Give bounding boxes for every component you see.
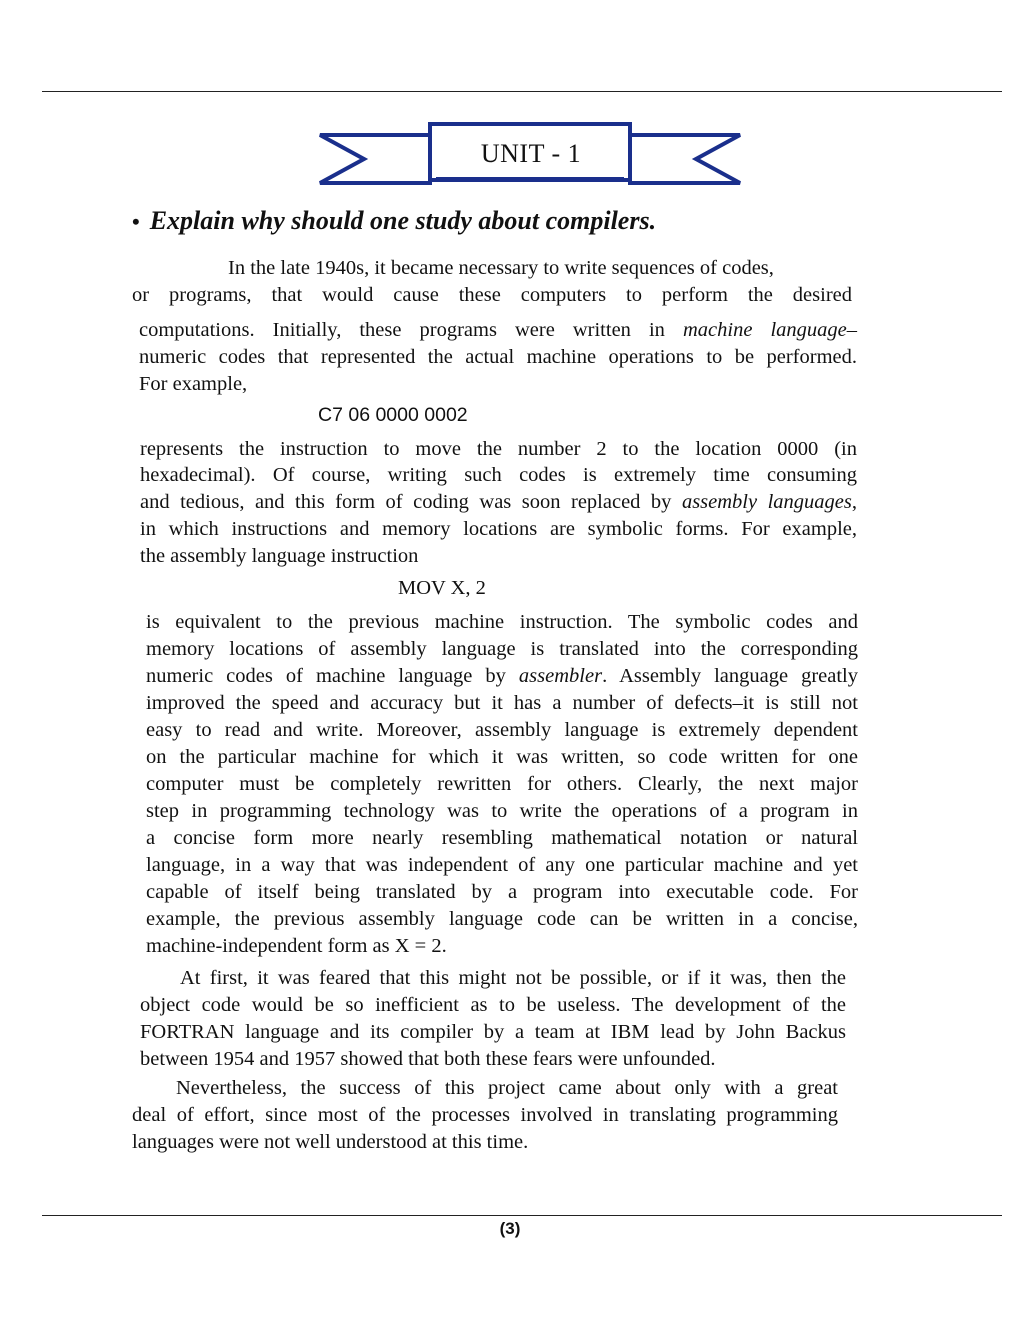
- bottom-rule: [42, 1215, 1002, 1216]
- text-line: object code would be so inefficient as to be useless. The development of the: [140, 994, 846, 1016]
- heading-text: Explain why should one study about compilers.: [149, 206, 657, 235]
- text-line: For example,: [139, 373, 248, 395]
- text-line: on the particular machine for which it was written, so code written for one: [146, 746, 858, 768]
- top-rule: [42, 91, 1002, 92]
- text-line: machine-independent form as X = 2.: [146, 935, 447, 957]
- text-line: computations. Initially, these programs were written in machine language–: [139, 319, 858, 341]
- text-line: example, the previous assembly language code can be written in a concise,: [146, 908, 858, 930]
- bullet-icon: •: [132, 209, 140, 234]
- text-line: computer must be completely rewritten for others. Clearly, the next major: [146, 773, 858, 795]
- text-line: capable of itself being translated by a program into executable code. For: [146, 881, 858, 903]
- text-line: or programs, that would cause these computers to perform the desired: [132, 284, 852, 306]
- text-line: easy to read and write. Moreover, assembly language is extremely dependent: [146, 719, 858, 741]
- text-line: hexadecimal). Of course, writing such codes is extremely time consuming: [140, 464, 857, 486]
- text-line: a concise form more nearly resembling mathematical notation or natural: [146, 827, 858, 849]
- unit-banner: [318, 121, 742, 185]
- text-line: represents the instruction to move the number 2 to the location 0000 (in: [140, 438, 857, 460]
- unit-title: UNIT - 1: [480, 139, 582, 168]
- text-line: Nevertheless, the success of this project came about only with a great: [176, 1077, 838, 1099]
- text-line: numeric codes of machine language by assembler. Assembly language greatly: [146, 665, 858, 687]
- text-line: At first, it was feared that this might not be possible, or if it was, then the: [180, 967, 846, 989]
- page-number: (3): [499, 1219, 521, 1238]
- assembly-code: MOV X, 2: [398, 577, 486, 599]
- machine-code: C7 06 0000 0002: [318, 404, 468, 426]
- section-heading: [132, 206, 656, 236]
- text-line: step in programming technology was to write the operations of a program in: [146, 800, 858, 822]
- text-line: deal of effort, since most of the processes involved in translating programming: [132, 1104, 838, 1126]
- text-line: languages were not well understood at this time.: [132, 1131, 529, 1153]
- text-line: the assembly language instruction: [140, 545, 419, 567]
- text-line: FORTRAN language and its compiler by a team at IBM lead by John Backus: [140, 1021, 846, 1043]
- text-line: language, in a way that was independent of any one particular machine and yet: [146, 854, 858, 876]
- text-line: In the late 1940s, it became necessary to write sequences of codes,: [228, 257, 774, 279]
- text-line: in which instructions and memory locations are symbolic forms. For example,: [140, 518, 857, 540]
- text-line: numeric codes that represented the actual machine operations to be performed.: [139, 346, 857, 368]
- text-line: is equivalent to the previous machine instruction. The symbolic codes and: [146, 611, 858, 633]
- text-line: improved the speed and accuracy but it has a number of defects–it is still not: [146, 692, 858, 714]
- text-line: between 1954 and 1957 showed that both these fears were unfounded.: [140, 1048, 716, 1070]
- text-line: and tedious, and this form of coding was soon replaced by assembly languages,: [140, 491, 857, 513]
- text-line: memory locations of assembly language is translated into the corresponding: [146, 638, 858, 660]
